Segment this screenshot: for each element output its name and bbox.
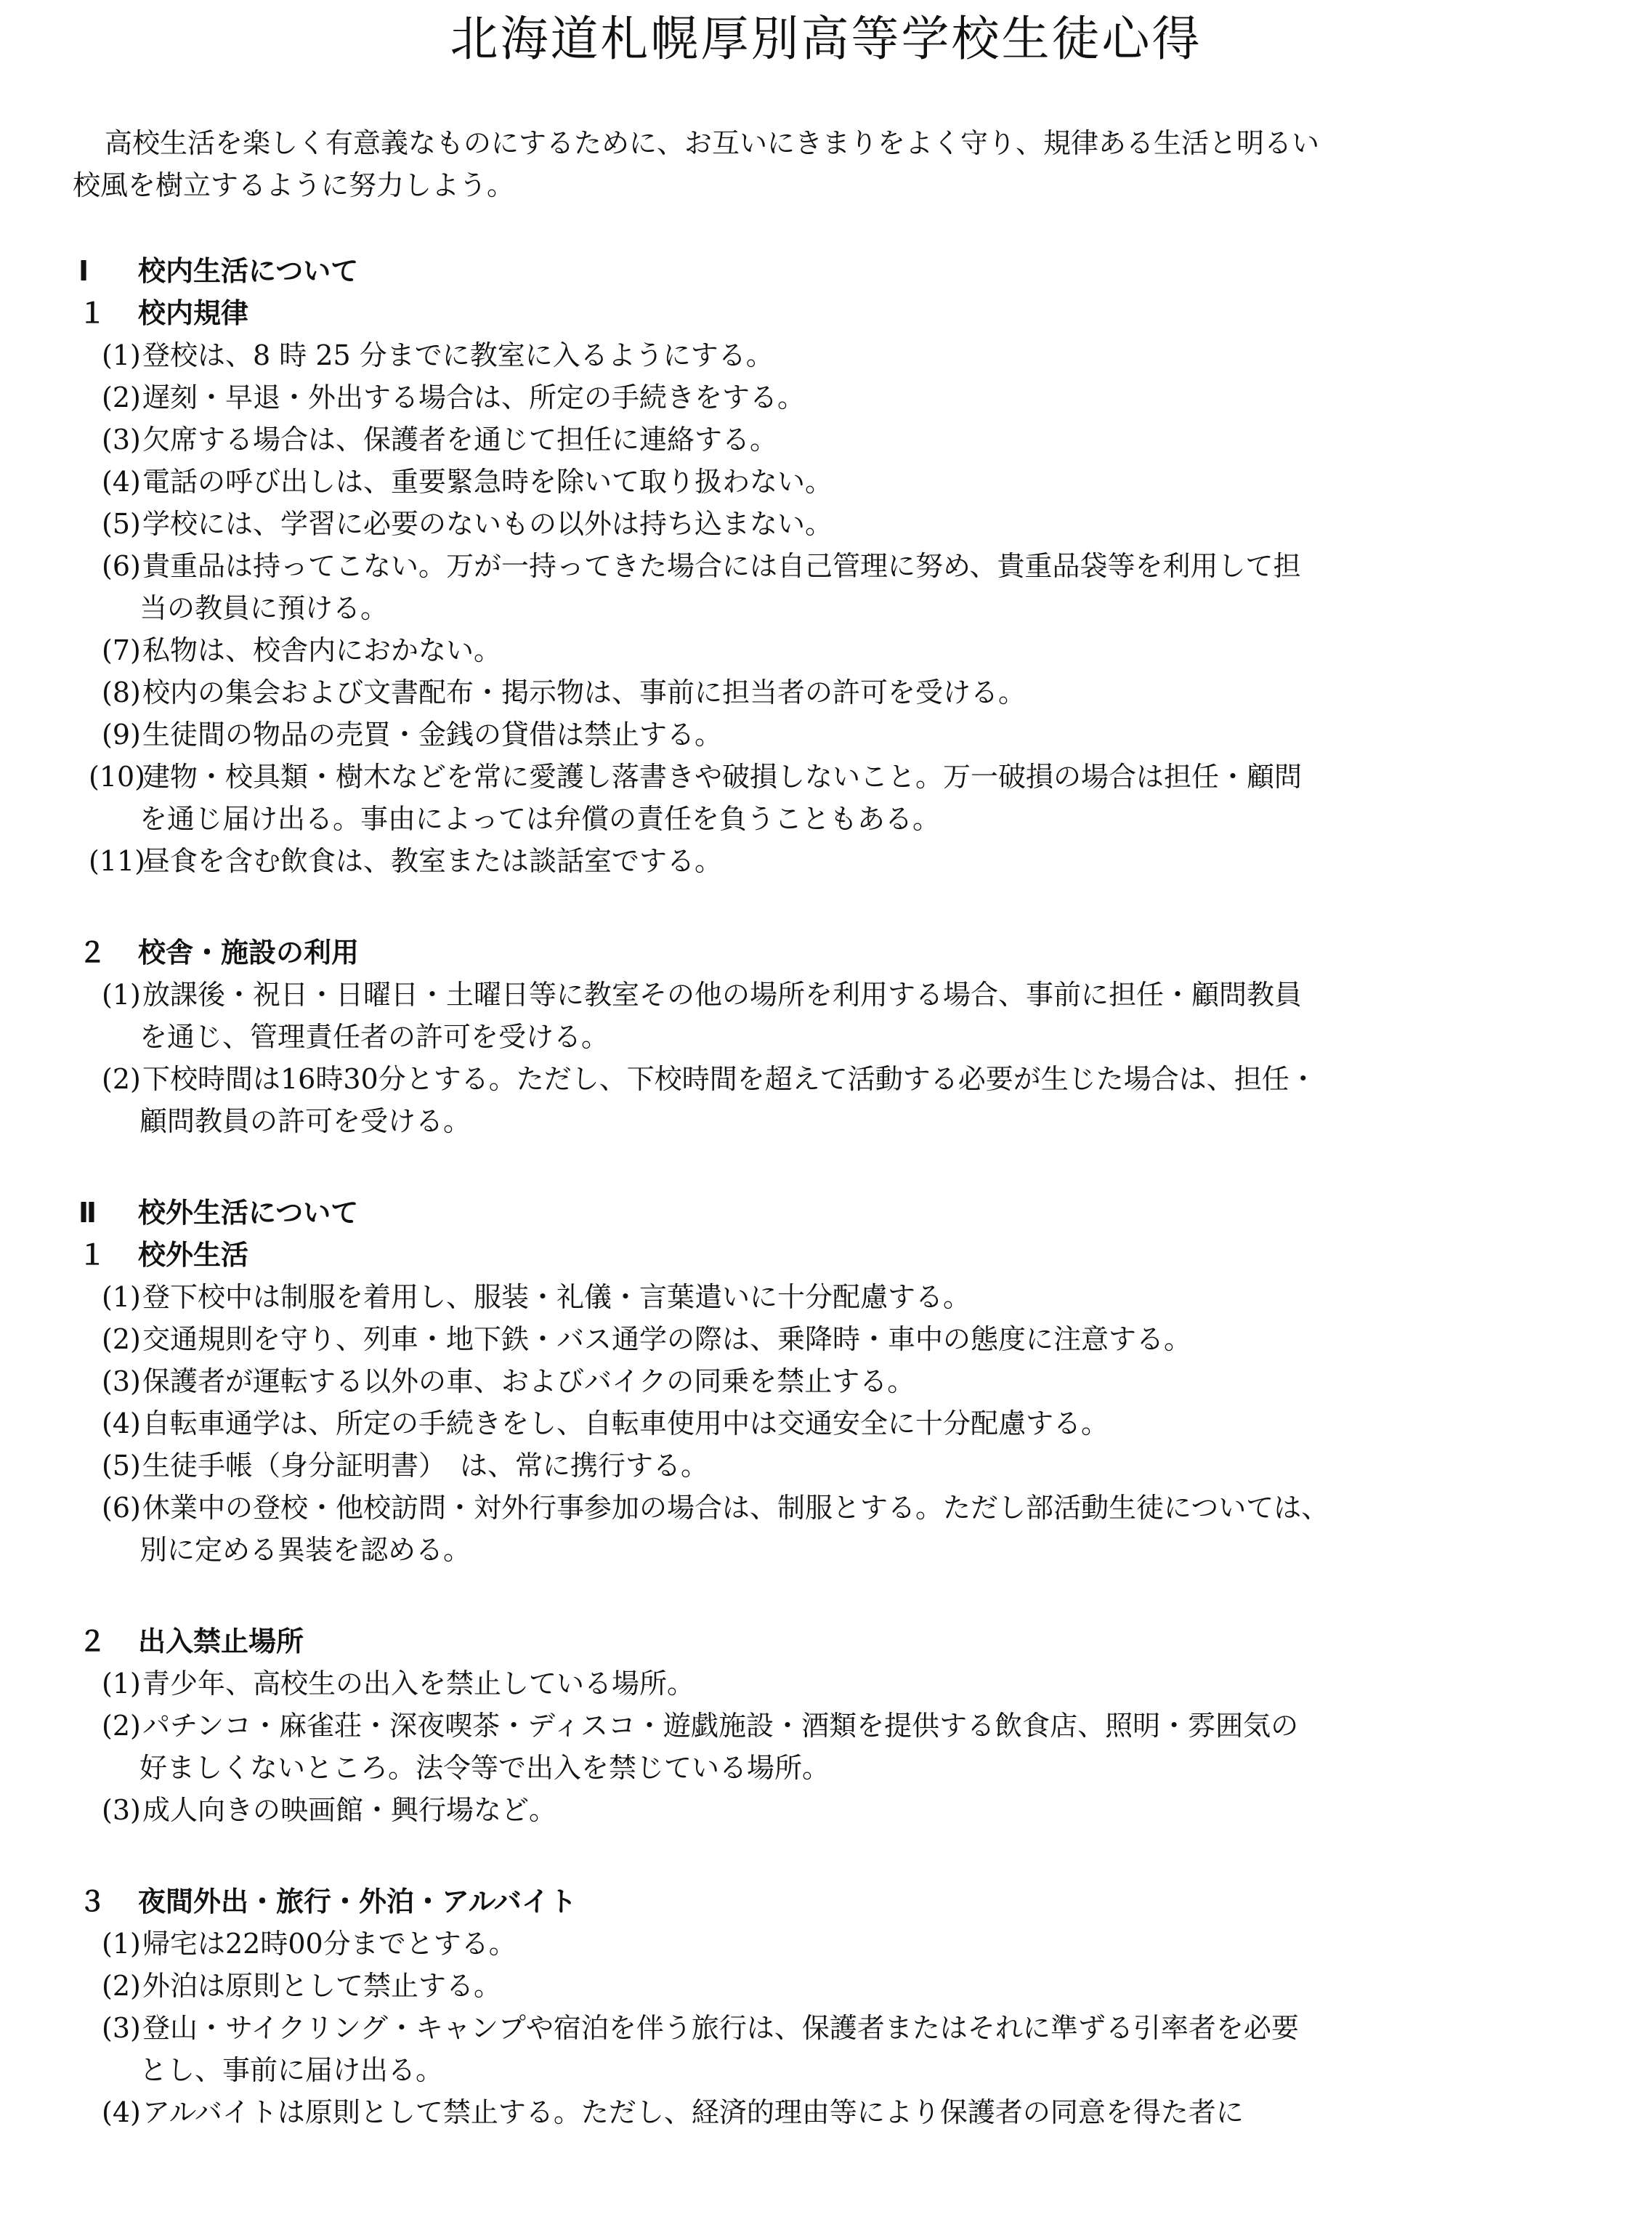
part-number: Ⅰ: [78, 255, 89, 287]
section-heading: [78, 292, 248, 334]
section-number: １: [78, 297, 107, 329]
item-text: 放課後・祝日・日曜日・土曜日等に教室その他の場所を利用する場合、事前に担任・顧問教員: [142, 979, 1303, 1011]
item-label: (3): [102, 1365, 141, 1397]
item-label: (6): [102, 550, 141, 582]
item-label: (7): [102, 634, 141, 666]
part-heading: [78, 1192, 358, 1234]
item-label: (9): [102, 719, 141, 751]
list-item: [102, 2091, 1244, 2133]
item-continuation: 顧問教員の許可を受ける。: [139, 1105, 471, 1137]
item-label: (4): [102, 1407, 141, 1439]
item-label: (2): [102, 1970, 141, 2002]
list-item: [102, 1445, 708, 1487]
item-label: (2): [102, 1710, 141, 1742]
section-title: 校舎・施設の利用: [138, 937, 360, 969]
list-item: [102, 2007, 1299, 2049]
item-text: 交通規則を守り、列車・地下鉄・バス通学の際は、乗降時・車中の態度に注意する。: [142, 1323, 1192, 1355]
item-label: (11): [89, 845, 146, 877]
item-label: (3): [102, 2012, 141, 2044]
list-item: [102, 1487, 1329, 1529]
list-item: [102, 974, 1302, 1016]
list-item: [102, 714, 722, 756]
part-title: 校外生活について: [138, 1197, 359, 1229]
intro-line: 高校生活を楽しく有意義なものにするために、お互いにきまりをよく守り、規律ある生活と明るい: [105, 127, 1320, 159]
section-heading: [78, 1234, 248, 1276]
item-label: (1): [102, 1928, 141, 1960]
item-text: 遅刻・早退・外出する場合は、所定の手続きをする。: [142, 381, 806, 413]
item-label: (6): [102, 1492, 141, 1524]
section-heading: [78, 1620, 304, 1663]
part-heading: [78, 250, 358, 292]
item-text: 下校時間は16時30分とする。ただし、下校時間を超えて活動する必要が生じた場合は、担任・: [142, 1063, 1317, 1095]
item-label: (1): [102, 1281, 141, 1313]
item-continuation: 別に定める異装を認める。: [139, 1534, 471, 1566]
item-text: 登下校中は制服を着用し、服装・礼儀・言葉遣いに十分配慮する。: [142, 1281, 971, 1313]
list-item: [102, 1965, 501, 2007]
item-label: (3): [102, 424, 141, 456]
item-label: (5): [102, 508, 141, 540]
item-text: パチンコ・麻雀荘・深夜喫茶・ディスコ・遊戯施設・酒類を提供する飲食店、照明・雰囲気の: [142, 1710, 1299, 1742]
item-label: (1): [102, 339, 141, 371]
item-text: 欠席する場合は、保護者を通じて担任に連絡する。: [142, 424, 778, 456]
item-text: 帰宅は22時00分までとする。: [142, 1928, 517, 1960]
intro-paragraph: [73, 122, 1533, 206]
section-number: ３: [78, 1886, 107, 1918]
section-title: 出入禁止場所: [138, 1625, 304, 1657]
item-continuation: とし、事前に届け出る。: [139, 2054, 444, 2086]
item-text: 自転車通学は、所定の手続きをし、自転車使用中は交通安全に十分配慮する。: [142, 1407, 1109, 1439]
item-text: 私物は、校舎内におかない。: [142, 634, 502, 666]
part-number: Ⅱ: [78, 1197, 97, 1229]
part-title: 校内生活について: [138, 255, 359, 287]
list-item: [102, 1276, 971, 1318]
item-label: (3): [102, 1794, 141, 1826]
item-text: 外泊は原則として禁止する。: [142, 1970, 502, 2002]
list-item: [102, 1663, 695, 1705]
list-item: [102, 671, 1026, 714]
item-text: 建物・校具類・樹木などを常に愛護し落書きや破損しないこと。万一破損の場合は担任・顧問: [142, 761, 1303, 793]
item-text: 学校には、学習に必要のないもの以外は持ち込まない。: [142, 508, 833, 540]
item-label: (5): [102, 1450, 141, 1482]
item-text: 休業中の登校・他校訪問・対外行事参加の場合は、制服とする。ただし部活動生徒については、: [142, 1492, 1329, 1524]
section-number: ２: [78, 937, 107, 969]
list-item: [102, 1789, 556, 1831]
item-text: 登山・サイクリング・キャンプや宿泊を伴う旅行は、保護者またはそれに準ずる引率者を必要: [142, 2012, 1299, 2044]
list-item: [102, 1705, 1298, 1747]
section-title: 校外生活: [138, 1239, 249, 1271]
list-item: [102, 1318, 1191, 1360]
section-heading: [78, 932, 359, 974]
list-item: [102, 503, 833, 545]
list-item: [102, 1402, 1109, 1445]
intro-line: 校風を樹立するように努力しよう。: [73, 169, 515, 201]
list-item: [102, 376, 805, 419]
section-heading: [78, 1881, 577, 1923]
item-label: (8): [102, 676, 141, 708]
item-label: (1): [102, 979, 141, 1011]
section-title: 夜間外出・旅行・外泊・アルバイト: [138, 1886, 577, 1918]
item-label: (2): [102, 1063, 141, 1095]
item-text: 電話の呼び出しは、重要緊急時を除いて取り扱わない。: [142, 466, 833, 498]
list-item: [102, 545, 1301, 587]
item-text: 青少年、高校生の出入を禁止している場所。: [142, 1668, 695, 1700]
document-title: 北海道札幌厚別高等学校生徒心得: [450, 11, 1202, 67]
item-continuation: を通じ届け出る。事由によっては弁償の責任を負うこともある。: [139, 803, 941, 835]
list-item: [102, 461, 833, 503]
item-text: 貴重品は持ってこない。万が一持ってきた場合には自己管理に努め、貴重品袋等を利用して担: [142, 550, 1301, 582]
item-text: 生徒間の物品の売買・金銭の貸借は禁止する。: [142, 719, 723, 751]
section-number: ２: [78, 1625, 107, 1657]
item-continuation: を通じ、管理責任者の許可を受ける。: [139, 1021, 610, 1053]
item-text: 保護者が運転する以外の車、およびバイクの同乗を禁止する。: [142, 1365, 915, 1397]
list-item: [102, 1058, 1317, 1100]
section-number: １: [78, 1239, 107, 1271]
section-title: 校内規律: [138, 297, 249, 329]
item-continuation: 当の教員に預ける。: [139, 592, 389, 624]
item-label: (1): [102, 1668, 141, 1700]
item-text: アルバイトは原則として禁止する。ただし、経済的理由等により保護者の同意を得た者に: [142, 2096, 1244, 2128]
item-label: (2): [102, 381, 141, 413]
item-text: 校内の集会および文書配布・掲示物は、事前に担当者の許可を受ける。: [142, 676, 1027, 708]
list-item: [102, 1923, 517, 1965]
list-item: [89, 756, 1303, 798]
item-text: 成人向きの映画館・興行場など。: [142, 1794, 557, 1826]
item-label: (10): [89, 761, 146, 793]
item-text: 生徒手帳（身分証明書） は、常に携行する。: [142, 1450, 709, 1482]
item-label: (2): [102, 1323, 141, 1355]
list-item: [102, 419, 777, 461]
item-text: 昼食を含む飲食は、教室または談話室でする。: [142, 845, 723, 877]
item-text: 登校は、8 時 25 分までに教室に入るようにする。: [142, 339, 774, 371]
list-item: [102, 1360, 915, 1402]
item-label: (4): [102, 2096, 141, 2128]
item-continuation: 好ましくないところ。法令等で出入を禁じている場所。: [139, 1752, 830, 1784]
list-item: [89, 840, 723, 882]
list-item: [102, 334, 774, 376]
list-item: [102, 629, 501, 671]
item-label: (4): [102, 466, 141, 498]
